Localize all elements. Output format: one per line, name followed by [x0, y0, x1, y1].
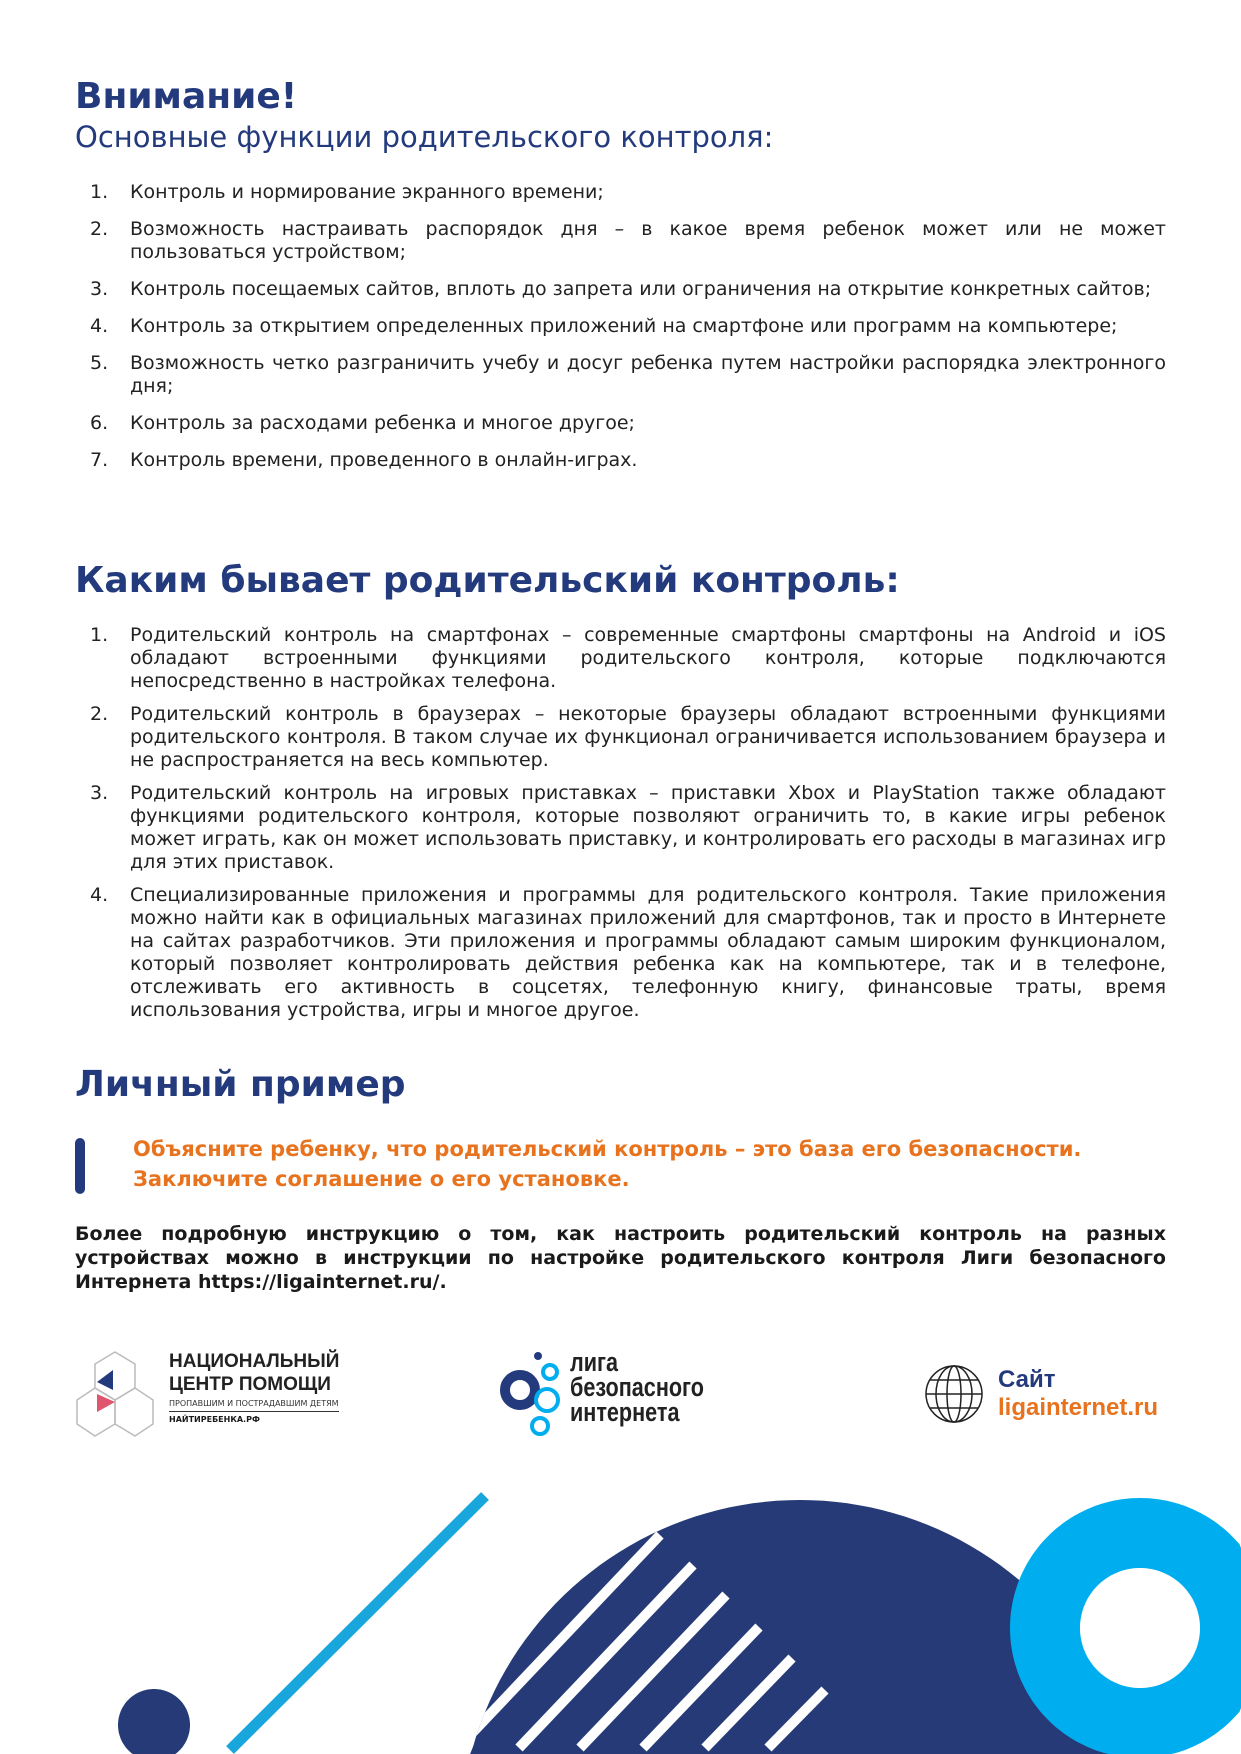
item-number: 3. [90, 782, 109, 804]
blue-line [230, 1496, 485, 1750]
item-number: 6. [90, 412, 109, 434]
item-text: Родительский контроль на игровых приставках – приставки Xbox и PlayStation также обладают функциями родительского контроля, которые позволяют ограничить то, в какие игры ребенок может играть, как он может использовать приставку, и контролировать его расходы в магазинах игр для этих приставок. [130, 782, 1166, 873]
item-number: 5. [90, 352, 109, 374]
item-text: Контроль за открытием определенных приложений на смартфоне или программ на компьютере; [130, 315, 1118, 337]
cyan-ring [1010, 1498, 1241, 1754]
item-text: Контроль времени, проведенного в онлайн-играх. [130, 449, 638, 471]
item-number: 4. [90, 315, 109, 337]
quote-line: Заключите соглашение о его установке. [133, 1167, 630, 1191]
list-item [90, 624, 1166, 693]
functions-list [90, 181, 1166, 486]
functions-subtitle: Основные функции родительского контроля: [75, 120, 774, 154]
list-item [90, 884, 1166, 1022]
list-item [90, 782, 1166, 874]
liga-line3: интернета [570, 1397, 680, 1427]
nc-line2: ЦЕНТР ПОМОЩИ [169, 1374, 331, 1395]
example-title: Личный пример [75, 1064, 406, 1105]
types-list [90, 624, 1166, 1032]
item-number: 1. [90, 624, 109, 646]
quote-bar [75, 1138, 85, 1194]
list-item [90, 412, 1166, 435]
list-item [90, 218, 1166, 264]
types-title: Каким бывает родительский контроль: [75, 560, 900, 601]
item-number: 2. [90, 218, 109, 240]
item-text: Специализированные приложения и программы для родительского контроля. Такие приложения можно найти как в официальных магазинах приложений для смартфонов, так и просто в Интернете на сайтах разработчиков. Эти приложения и программы обладают самым широким функционалом, который позволяет контролировать действия ребенка как на компьютере, так и в телефоне, отслеживать его активность в соцсетях, телефонную книгу, финансовые траты, время использования устройства, игры и многое другое. [130, 884, 1166, 1021]
hexagon-logo-icon [75, 1350, 155, 1440]
quote-block [75, 1134, 1166, 1194]
item-number: 2. [90, 703, 109, 725]
nc-line4: НАЙТИРЕБЕНКА.РФ [169, 1415, 260, 1424]
item-text: Контроль за расходами ребенка и многое другое; [130, 412, 635, 434]
item-number: 1. [90, 181, 109, 203]
item-number: 4. [90, 884, 109, 906]
item-number: 3. [90, 278, 109, 300]
more-info-text: Более подробную инструкцию о том, как настроить родительский контроль на разных устройствах можно в инструкции по настройке родительского контроля Лиги безопасного Интернета https://ligainternet.ru/. [75, 1223, 1166, 1293]
item-number: 7. [90, 449, 109, 471]
decorative-shapes [0, 1480, 1241, 1754]
item-text: Контроль посещаемых сайтов, вплоть до запрета или ограничения на открытие конкретных сайтов; [130, 278, 1152, 300]
item-text: Родительский контроль на смартфонах – современные смартфоны смартфоны на Android и iOS обладают встроенными функциями родительского контроля, которые подключаются непосредственно в настройках телефона. [130, 624, 1166, 692]
nc-line3: ПРОПАВШИМ И ПОСТРАДАВШИМ ДЕТЯМ [169, 1399, 339, 1412]
nc-line1: НАЦИОНАЛЬНЫЙ [169, 1351, 340, 1372]
quote-line: Объясните ребенку, что родительский контроль – это база его безопасности. [133, 1137, 1082, 1161]
list-item [90, 449, 1166, 472]
list-item [90, 703, 1166, 772]
liga-line1: лига [570, 1347, 619, 1377]
item-text: Возможность настраивать распорядок дня – в какое время ребенок может или не может пользоваться устройством; [130, 218, 1166, 263]
site-label: Сайт [998, 1366, 1056, 1393]
small-navy-circle [118, 1689, 190, 1754]
item-text: Контроль и нормирование экранного времени; [130, 181, 604, 203]
item-text: Родительский контроль в браузерах – некоторые браузеры обладают встроенными функциями родительского контроля. В таком случае их функционал ограничивается использованием браузера и не распространяется на весь компьютер. [130, 703, 1166, 771]
national-center-logo [75, 1350, 339, 1440]
list-item [90, 315, 1166, 338]
list-item [90, 352, 1166, 398]
liga-logo [500, 1347, 737, 1436]
site-link[interactable] [924, 1364, 1158, 1424]
item-text: Возможность четко разграничить учебу и досуг ребенка путем настройки распорядка электронного дня; [130, 352, 1166, 397]
globe-icon [924, 1364, 984, 1424]
list-item [90, 278, 1166, 301]
site-url[interactable]: ligainternet.ru [998, 1394, 1159, 1421]
list-item [90, 181, 1166, 204]
warning-title: Внимание! [75, 76, 298, 117]
liga-circles-icon [500, 1350, 562, 1436]
liga-line2: безопасного [570, 1372, 704, 1402]
